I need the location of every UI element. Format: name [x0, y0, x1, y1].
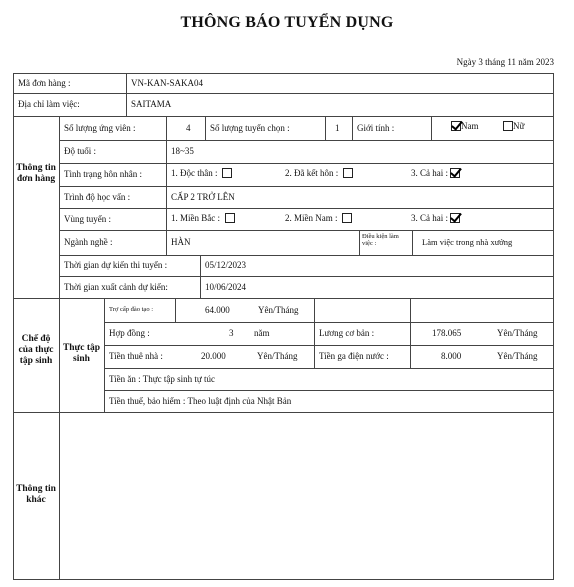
- divider: [412, 230, 413, 255]
- marital-both-option[interactable]: [411, 168, 460, 179]
- gender-female-option[interactable]: [503, 121, 524, 132]
- divider: [59, 255, 554, 256]
- utilities-label: Tiền ga điện nước :: [319, 351, 389, 361]
- section-trainee-regime: Chế độ của thực tập sinh: [18, 334, 54, 366]
- region-north-label: 1. Miền Bắc :: [171, 213, 220, 223]
- divider: [205, 116, 206, 140]
- divider: [13, 116, 554, 117]
- marital-married-checkbox[interactable]: [343, 168, 353, 178]
- tax-note: Tiền thuế, bảo hiểm : Theo luật định của Nhật Bản: [109, 396, 292, 406]
- page-title: THÔNG BÁO TUYỂN DỤNG: [180, 14, 394, 31]
- male-checkbox[interactable]: [451, 121, 461, 131]
- base-salary-value: 178.065: [432, 328, 462, 338]
- divider: [166, 116, 167, 140]
- issue-date: Ngày 3 tháng 11 năm 2023: [456, 57, 554, 67]
- divider: [325, 116, 326, 140]
- region-north-option[interactable]: [171, 213, 235, 224]
- utilities-value: 8.000: [441, 351, 462, 361]
- divider: [352, 116, 353, 140]
- contract-value: 3: [229, 328, 234, 338]
- divider: [200, 255, 201, 298]
- divider: [410, 298, 411, 368]
- age-label: Độ tuổi :: [64, 146, 97, 156]
- workplace-value: SAITAMA: [131, 99, 172, 109]
- marital-both-checkbox[interactable]: [450, 168, 460, 178]
- order-code-label: Mã đơn hàng :: [18, 78, 71, 88]
- base-salary-unit: Yên/Tháng: [497, 328, 538, 338]
- divider: [314, 298, 315, 368]
- marital-single-label: 1. Độc thân :: [171, 168, 218, 178]
- divider: [59, 163, 554, 164]
- divider: [59, 208, 554, 209]
- education-value: CẤP 2 TRỞ LÊN: [171, 192, 235, 202]
- divider: [59, 140, 554, 141]
- workplace-label: Địa chỉ làm việc:: [18, 99, 80, 109]
- departure-date-value: 10/06/2024: [205, 282, 247, 292]
- region-both-option[interactable]: [411, 213, 460, 224]
- divider: [175, 298, 176, 322]
- work-condition-label: Điều kiện làm việc :: [362, 233, 399, 247]
- divider: [104, 390, 554, 391]
- marital-married-label: 2. Đã kết hôn :: [285, 168, 339, 178]
- region-south-option[interactable]: [285, 213, 352, 224]
- marital-married-option[interactable]: [285, 168, 353, 179]
- divider: [126, 73, 127, 116]
- divider: [166, 208, 167, 230]
- rent-value: 20.000: [201, 351, 226, 361]
- job-value: HÀN: [171, 237, 191, 247]
- marital-label: Tình trạng hôn nhân :: [64, 169, 142, 179]
- male-label: Nam: [461, 121, 479, 131]
- utilities-unit: Yên/Tháng: [497, 351, 538, 361]
- work-condition-value: Làm việc trong nhà xưởng: [422, 237, 513, 247]
- gender-male-option[interactable]: [451, 121, 479, 132]
- divider: [166, 186, 167, 208]
- divider: [59, 116, 60, 580]
- divider: [59, 186, 554, 187]
- meals-note: Tiền ăn : Thực tập sinh tự túc: [109, 374, 216, 384]
- divider: [431, 116, 432, 140]
- training-allowance-value: 64.000: [205, 305, 230, 315]
- region-south-checkbox[interactable]: [342, 213, 352, 223]
- contract-label: Hợp đồng :: [109, 328, 150, 338]
- candidate-count-value: 4: [186, 123, 191, 133]
- divider: [13, 412, 554, 413]
- marital-both-label: 3. Cả hai :: [411, 168, 448, 178]
- divider: [104, 298, 105, 412]
- age-value: 18~35: [171, 146, 194, 156]
- divider: [166, 230, 167, 255]
- region-both-label: 3. Cả hai :: [411, 213, 448, 223]
- divider: [104, 345, 554, 346]
- selected-count-value: 1: [335, 123, 340, 133]
- rent-label: Tiền thuê nhà :: [109, 351, 163, 361]
- base-salary-label: Lương cơ bản :: [319, 328, 375, 338]
- candidate-count-label: Số lượng ứng viên :: [64, 123, 136, 133]
- divider: [13, 93, 554, 94]
- divider: [166, 140, 167, 186]
- education-label: Trình độ học vấn :: [64, 192, 131, 202]
- divider: [359, 230, 360, 255]
- region-south-label: 2. Miền Nam :: [285, 213, 338, 223]
- region-north-checkbox[interactable]: [225, 213, 235, 223]
- divider: [59, 230, 554, 231]
- order-code-value: VN-KAN-SAKA04: [131, 78, 203, 88]
- selected-count-label: Số lượng tuyển chọn :: [210, 123, 290, 133]
- region-both-checkbox[interactable]: [450, 213, 460, 223]
- female-checkbox[interactable]: [503, 121, 513, 131]
- marital-single-option[interactable]: [171, 168, 232, 179]
- section-order-info: Thông tin đơn hàng: [16, 163, 56, 184]
- section-other-info: Thông tin khác: [16, 484, 56, 505]
- rent-unit: Yên/Tháng: [257, 351, 298, 361]
- exam-date-label: Thời gian dự kiến thi tuyển :: [64, 260, 168, 270]
- gender-label: Giới tính :: [357, 123, 395, 133]
- training-allowance-unit: Yên/Tháng: [258, 305, 299, 315]
- contract-unit: năm: [254, 328, 270, 338]
- divider: [104, 322, 554, 323]
- departure-date-label: Thời gian xuất cảnh dự kiến:: [64, 282, 168, 292]
- job-label: Ngành nghề :: [64, 237, 113, 247]
- training-allowance-label: Trợ cấp đào tạo :: [109, 306, 153, 313]
- exam-date-value: 05/12/2023: [205, 260, 247, 270]
- female-label: Nữ: [513, 121, 525, 131]
- region-label: Vùng tuyển :: [64, 214, 111, 224]
- divider: [104, 368, 554, 369]
- divider: [59, 276, 554, 277]
- marital-single-checkbox[interactable]: [222, 168, 232, 178]
- divider: [13, 298, 554, 299]
- section-trainee: Thực tập sinh: [62, 343, 101, 364]
